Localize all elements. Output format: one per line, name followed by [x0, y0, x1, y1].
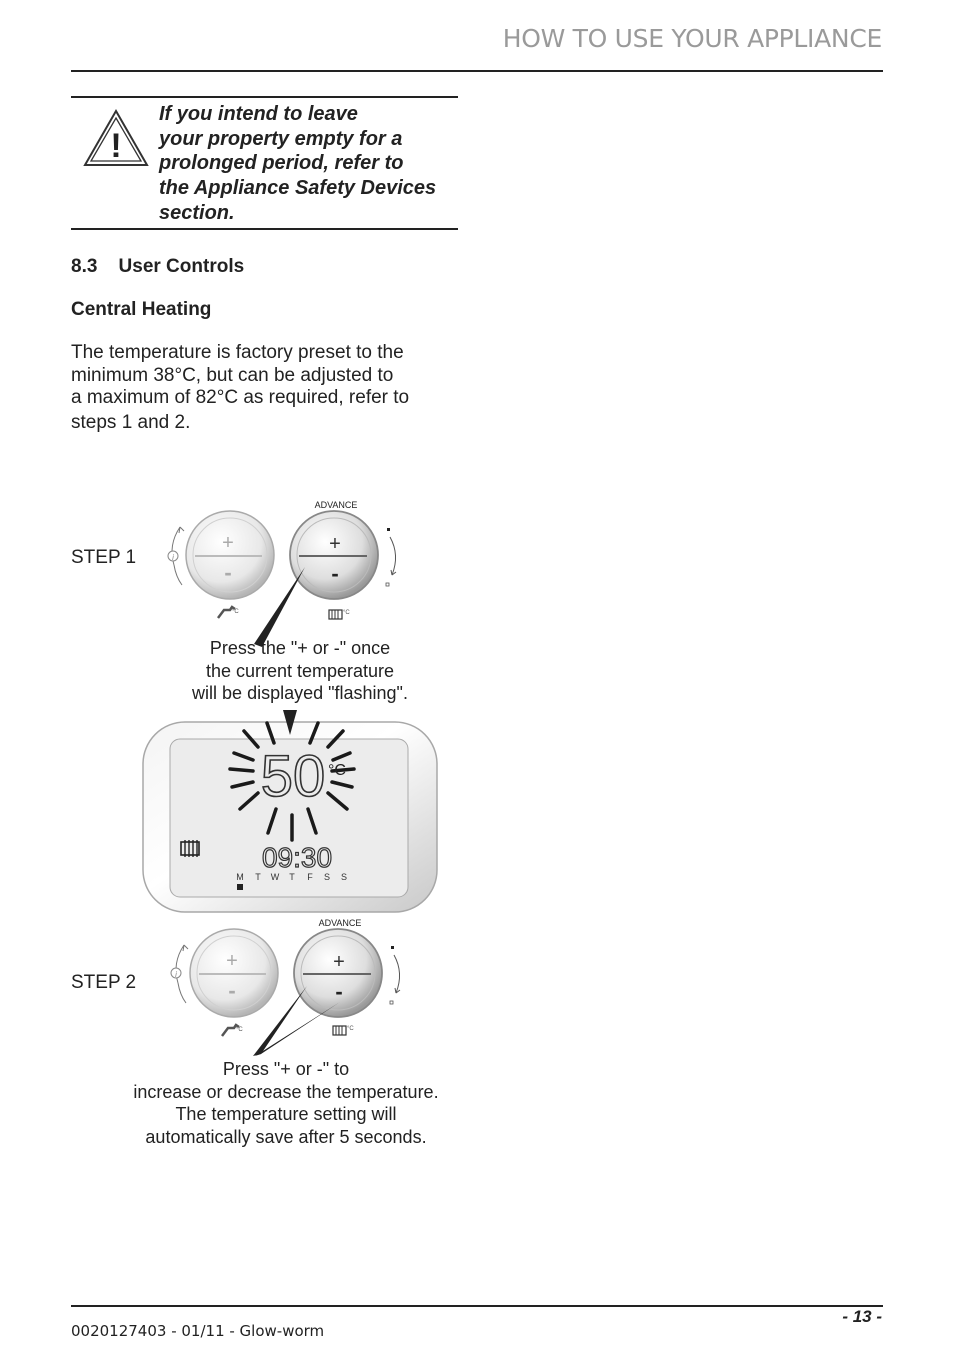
warning-line: your property empty for a — [159, 127, 403, 150]
hw-plus-label: + — [222, 532, 234, 554]
advance-label: ADVANCE — [318, 918, 362, 928]
warning-line: section. — [159, 201, 235, 224]
hw-unit: °C — [236, 1027, 243, 1033]
central-heating-heading: Central Heating — [71, 299, 212, 320]
ch-unit: °C — [347, 1026, 354, 1032]
step2-pointer — [245, 982, 345, 1062]
lcd-day-marker — [237, 884, 243, 890]
paragraph-line: a maximum of 82°C as required, refer to — [71, 387, 410, 409]
ch-minus-label: - — [331, 561, 339, 586]
step2-caption — [100, 1058, 472, 1148]
lcd-day-sat: S — [323, 872, 331, 882]
lcd-display-unit — [140, 705, 440, 917]
warning-top-rule — [71, 96, 458, 98]
footer-rule — [71, 1305, 883, 1307]
lcd-time: 09:30 — [261, 842, 333, 873]
hw-plus-label: + — [226, 950, 238, 972]
lcd-day-mon: M — [236, 872, 244, 882]
lcd-day-wed: W — [270, 872, 280, 882]
paragraph-line: steps 1 and 2. — [71, 411, 191, 433]
lcd-temp-unit: °C — [328, 762, 346, 779]
caption-line: will be displayed "flashing". — [192, 683, 408, 703]
ch-minus-label: - — [335, 979, 343, 1004]
paragraph-line: The temperature is factory preset to the — [71, 342, 404, 363]
info-symbol: i — [175, 970, 177, 979]
warning-text — [159, 102, 459, 226]
step1-label: STEP 1 — [71, 547, 137, 568]
step2-label: STEP 2 — [71, 972, 137, 993]
caption-line: increase or decrease the temperature. — [133, 1081, 439, 1102]
warning-line: If you intend to leave — [159, 103, 358, 125]
ch-plus-label: + — [333, 951, 345, 973]
warning-bottom-rule — [71, 228, 458, 230]
caption-line: The temperature setting will — [175, 1104, 397, 1124]
ch-plus-label: + — [329, 533, 341, 555]
lcd-day-thu: T — [289, 872, 295, 882]
lcd-day-sun: S — [340, 872, 348, 882]
section-heading: 8.3 User Controls — [71, 256, 245, 277]
paragraph-line: minimum 38°C, but can be adjusted to — [71, 364, 394, 386]
caption-line: Press "+ or -" to — [222, 1059, 350, 1079]
central-heating-paragraph — [71, 342, 451, 434]
step1-caption — [150, 637, 450, 705]
warning-triangle-icon — [82, 108, 150, 168]
caption-line: the current temperature — [205, 660, 395, 681]
advance-label: ADVANCE — [314, 500, 358, 510]
warning-line: the Appliance Safety Devices — [159, 177, 437, 200]
caption-line: automatically save after 5 seconds. — [145, 1126, 427, 1147]
radiator-icon — [329, 610, 342, 619]
svg-text:!: ! — [110, 127, 122, 165]
header-rule — [71, 70, 883, 72]
lcd-day-tue: T — [255, 872, 261, 882]
hw-minus-label: - — [228, 978, 236, 1003]
ch-unit: °C — [343, 610, 350, 616]
lcd-day-fri: F — [307, 872, 313, 882]
info-symbol: i — [172, 553, 174, 562]
hw-minus-label: - — [224, 560, 232, 585]
hw-unit: °C — [232, 609, 239, 615]
caption-line: Press the "+ or -" once — [209, 638, 391, 658]
lcd-temperature: 50 — [260, 744, 326, 809]
footer-doc-ref: 0020127403 - 01/11 - Glow-worm — [71, 1322, 325, 1340]
warning-line: prolonged period, refer to — [159, 152, 404, 175]
page-header-title: HOW TO USE YOUR APPLIANCE — [502, 24, 882, 53]
footer-page-number: - 13 - — [842, 1307, 882, 1326]
